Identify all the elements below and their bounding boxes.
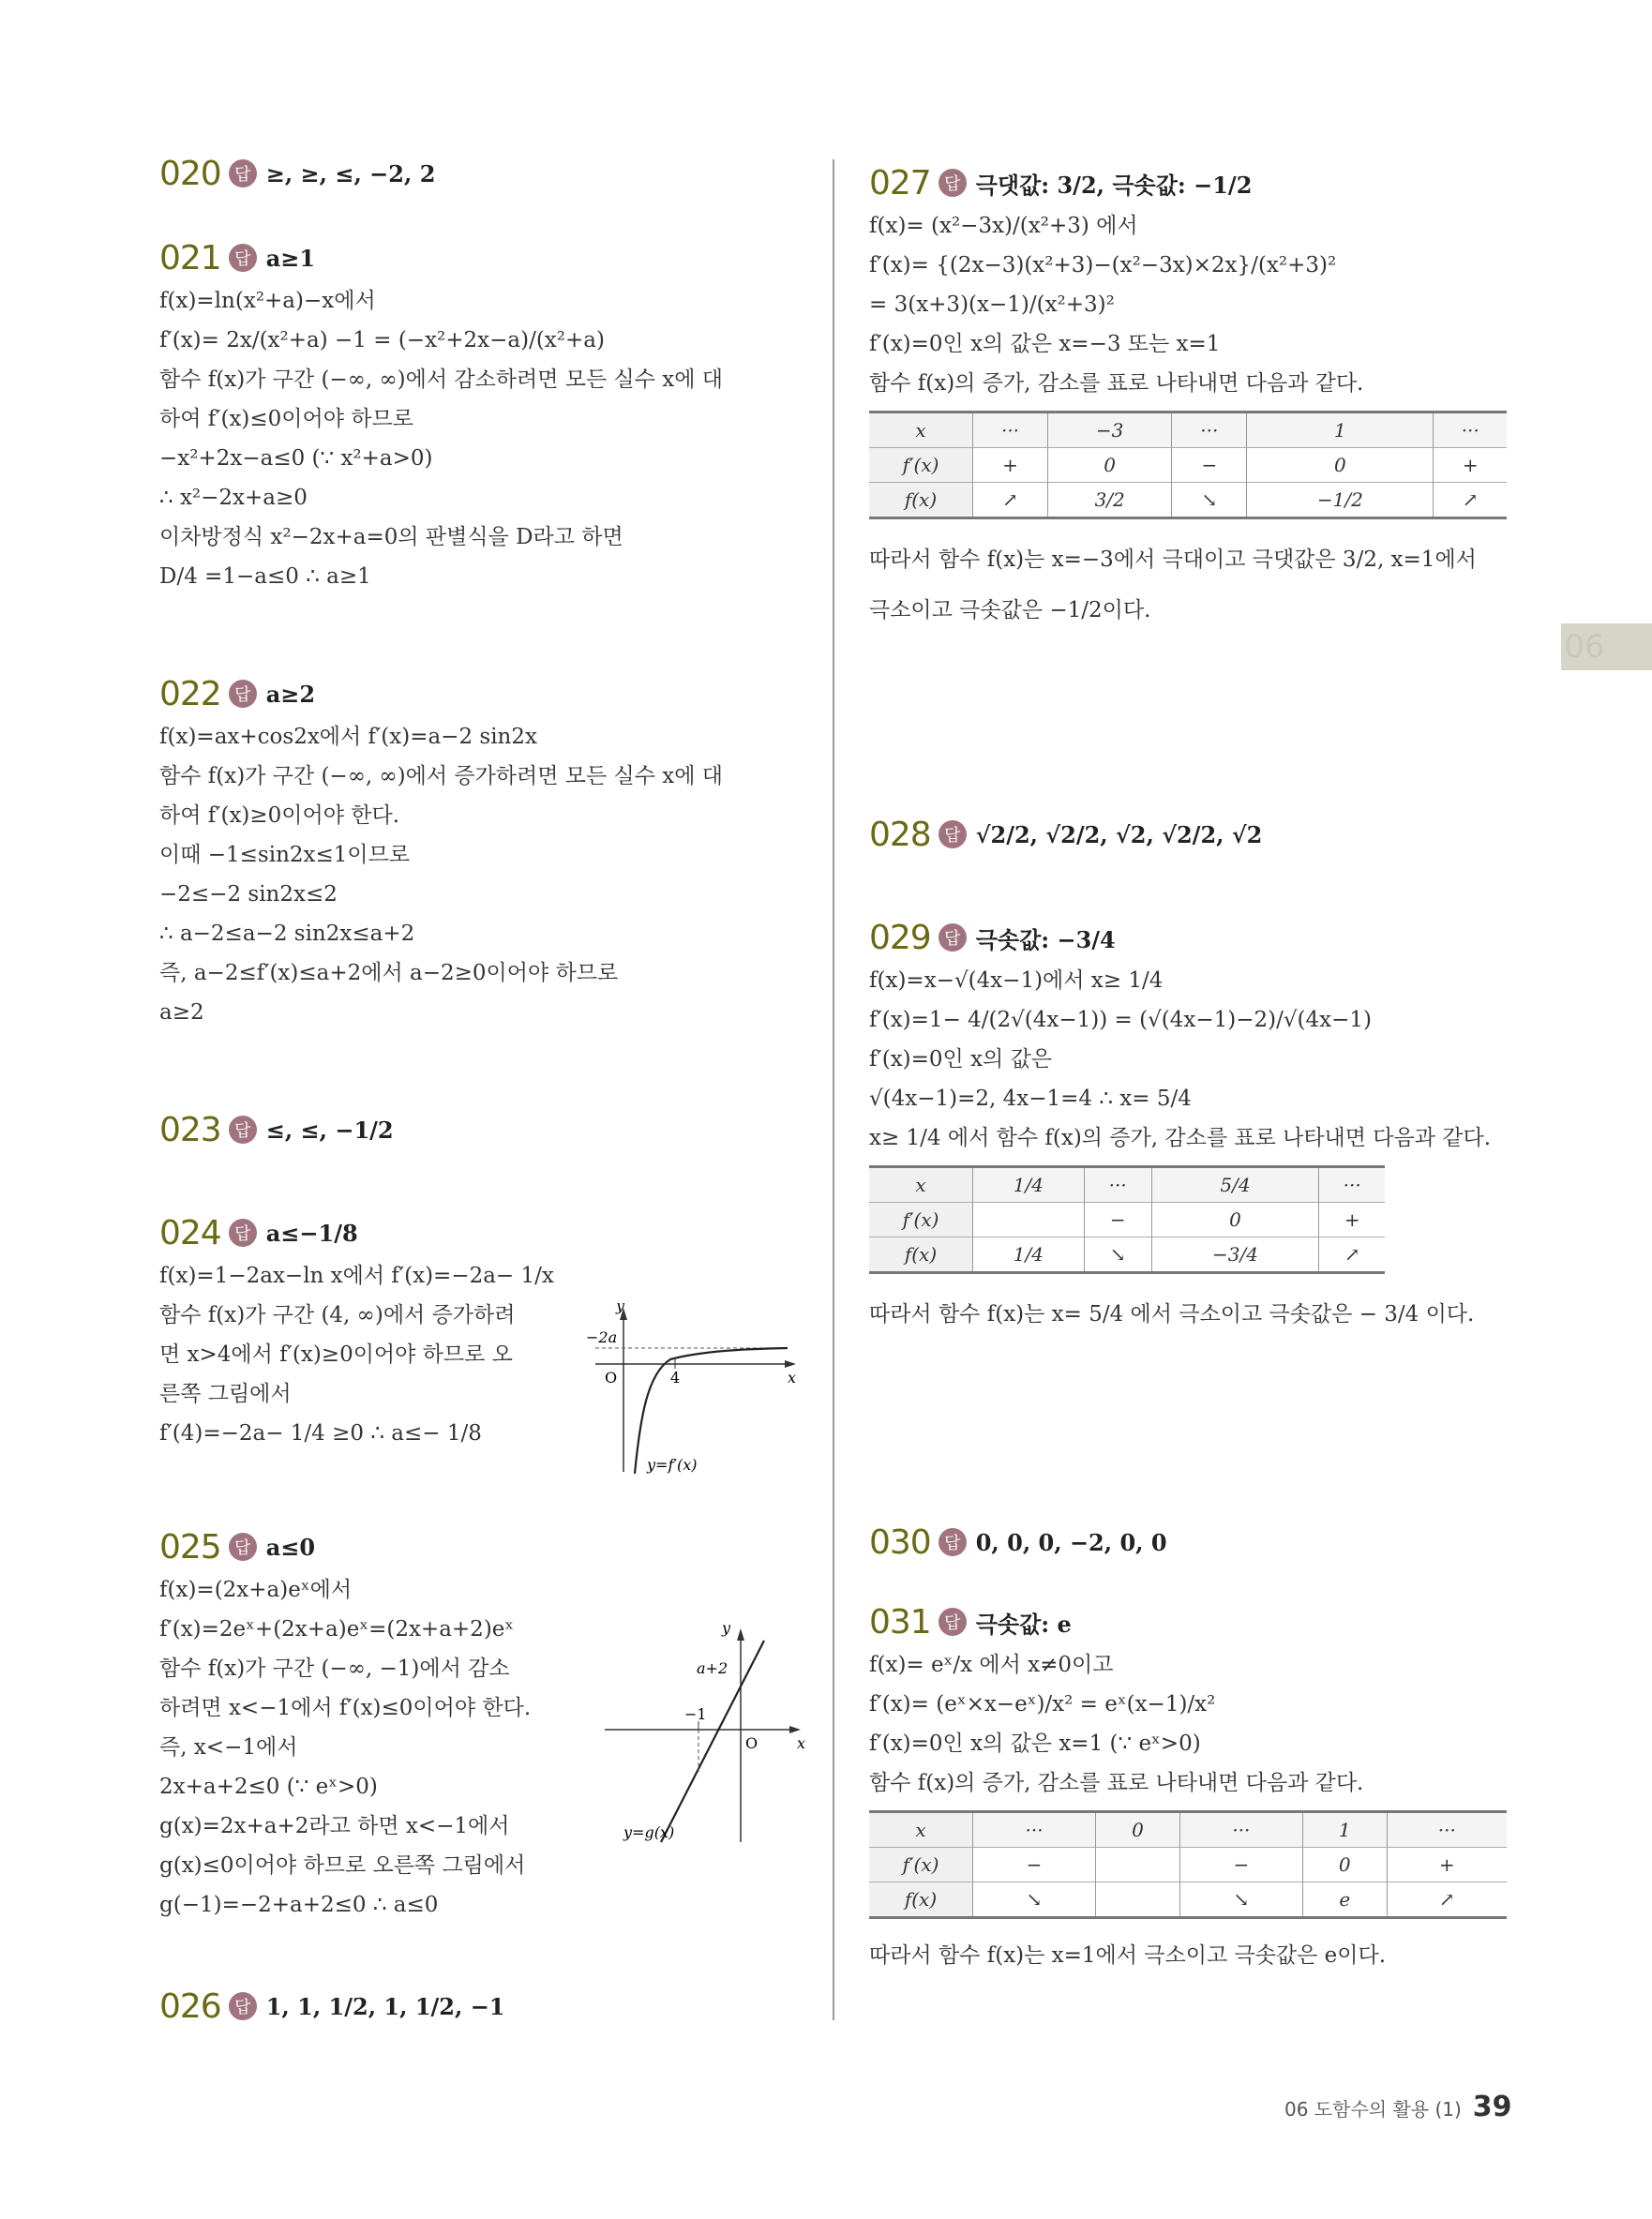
answer-text: ≥, ≥, ≤, −2, 2: [265, 159, 436, 187]
graph-tick-label: 4: [670, 1369, 681, 1387]
problem-022: [159, 670, 806, 1032]
answer-text: a≥1: [265, 244, 316, 272]
problem-number: 024: [159, 1213, 221, 1252]
table-cell: 0: [1048, 448, 1172, 483]
table-row: [869, 1848, 1507, 1882]
table-cell: +: [973, 448, 1048, 483]
table-cell: ···: [1084, 1167, 1151, 1203]
problem-number: 028: [869, 815, 931, 854]
solution-line: D/4 =1−a≤0 ∴ a≥1: [159, 564, 371, 589]
conclusion-line: 따라서 함수 f(x)는 x= 5/4 에서 극소이고 극솟값은 − 3/4 이다.: [869, 1302, 1475, 1327]
graph-y-label: y: [616, 1303, 625, 1314]
conclusion-line: 극소이고 극솟값은 −1/2이다.: [869, 598, 1151, 622]
problem-024: [159, 1209, 806, 1474]
solution-line: 즉, x<−1에서: [159, 1735, 298, 1760]
problem-026: [159, 1983, 806, 2030]
table-cell: 1/4: [973, 1167, 1085, 1203]
answer-badge: 답: [229, 1219, 257, 1247]
graph-curve-label: y=f′(x): [647, 1456, 698, 1474]
problem-number: 022: [159, 674, 221, 713]
answer-badge: 답: [939, 923, 967, 952]
table-cell: x: [869, 1812, 973, 1848]
table-cell: 0: [1096, 1812, 1180, 1848]
table-row: [869, 483, 1507, 518]
solution-line: 함수 f(x)의 증가, 감소를 표로 나타내면 다음과 같다.: [869, 371, 1364, 396]
answer-badge: 답: [229, 1992, 257, 2020]
graph-intercept-label: a+2: [697, 1659, 728, 1677]
table-cell: ···: [1179, 1812, 1302, 1848]
solution-line: 2x+a+2≤0 (∵ eˣ>0): [159, 1775, 378, 1799]
solution-line: g(−1)=−2+a+2≤0 ∴ a≤0: [159, 1893, 439, 1917]
table-cell: f(x): [869, 483, 973, 518]
solution-line: 함수 f(x)가 구간 (−∞, ∞)에서 증가하려면 모든 실수 x에 대: [159, 764, 723, 788]
conclusion-line: 따라서 함수 f(x)는 x=1에서 극소이고 극솟값은 e이다.: [869, 1943, 1387, 1968]
graph-x-label: x: [788, 1369, 797, 1387]
table-cell: 0: [1151, 1203, 1319, 1237]
table-cell: e: [1302, 1882, 1387, 1918]
answer-badge: 답: [229, 1533, 257, 1561]
table-cell: x: [869, 1167, 973, 1203]
table-row: [869, 412, 1507, 448]
table-cell: ···: [973, 412, 1048, 448]
table-cell: −: [973, 1848, 1096, 1882]
answer-text: ≤, ≤, −1/2: [265, 1116, 394, 1144]
graph-tick-label: −1: [684, 1705, 707, 1723]
variation-table: [869, 1165, 1385, 1274]
graph-asymptote-label: −2a: [586, 1328, 618, 1346]
table-cell: [1096, 1882, 1180, 1918]
solution-line: a≥2: [159, 1000, 204, 1025]
table-cell: ↗: [1319, 1237, 1385, 1273]
problem-021: [159, 234, 806, 596]
solution-line: f(x)=ln(x²+a)−x에서: [159, 289, 376, 313]
solution-line: ∴ a−2≤a−2 sin2x≤a+2: [159, 922, 415, 946]
solution-line: 즉, a−2≤f′(x)≤a+2에서 a−2≥0이어야 하므로: [159, 961, 619, 985]
problem-023: [159, 1106, 806, 1153]
problem-number: 026: [159, 1987, 221, 2026]
answer-badge: 답: [229, 244, 257, 272]
solution-line: 하여 f′(x)≤0이어야 하므로: [159, 407, 413, 431]
solution-line: √(4x−1)=2, 4x−1=4 ∴ x= 5/4: [869, 1087, 1192, 1111]
answer-badge: 답: [939, 1528, 967, 1556]
table-cell: ↘: [1172, 483, 1247, 518]
table-cell: f′(x): [869, 1203, 973, 1237]
table-cell: ···: [973, 1812, 1096, 1848]
table-cell: −1/2: [1247, 483, 1434, 518]
problem-027: [869, 159, 1507, 630]
conclusion-line: 따라서 함수 f(x)는 x=−3에서 극대이고 극댓값은 3/2, x=1에서: [869, 547, 1477, 572]
table-row: [869, 1882, 1507, 1918]
solution-line: f′(x)=0인 x의 값은 x=−3 또는 x=1: [869, 332, 1221, 356]
problem-number: 030: [869, 1522, 931, 1562]
solution-line: 함수 f(x)가 구간 (4, ∞)에서 증가하려: [159, 1303, 516, 1327]
table-cell: 1/4: [973, 1237, 1085, 1273]
solution-line: f′(x)=0인 x의 값은: [869, 1047, 1053, 1072]
table-cell: 1: [1302, 1812, 1387, 1848]
table-cell: f′(x): [869, 1848, 973, 1882]
table-cell: f(x): [869, 1237, 973, 1273]
solution-line: −2≤−2 sin2x≤2: [159, 882, 338, 907]
solution-line: f(x)= eˣ/x 에서 x≠0이고: [869, 1653, 1114, 1677]
solution-line: f(x)=(2x+a)eˣ에서: [159, 1578, 353, 1602]
answer-badge: 답: [229, 1116, 257, 1144]
solution-line: f′(x)= {(2x−3)(x²+3)−(x²−3x)×2x}/(x²+3)²: [869, 253, 1337, 277]
answer-text: 극댓값: 3/2, 극솟값: −1/2: [975, 171, 1253, 199]
table-cell: 0: [1247, 448, 1434, 483]
graph-x-label: x: [797, 1734, 806, 1752]
graph-origin-label: O: [745, 1734, 758, 1752]
column-divider: [833, 159, 834, 2020]
table-row: [869, 1812, 1507, 1848]
problem-028: [869, 811, 1507, 858]
problem-029: [869, 914, 1507, 1334]
problem-number: 031: [869, 1602, 931, 1642]
problem-030: [869, 1519, 1507, 1566]
answer-text: √2/2, √2/2, √2, √2/2, √2: [975, 820, 1263, 848]
solution-line: 함수 f(x)가 구간 (−∞, ∞)에서 감소하려면 모든 실수 x에 대: [159, 367, 723, 392]
table-cell: f′(x): [869, 448, 973, 483]
graph-origin-label: O: [605, 1369, 618, 1387]
page-footer: [1284, 2091, 1512, 2123]
problem-number: 023: [159, 1110, 221, 1149]
table-cell: ↗: [973, 483, 1048, 518]
solution-line: g(x)≤0이어야 하므로 오른쪽 그림에서: [159, 1853, 526, 1878]
table-cell: 5/4: [1151, 1167, 1319, 1203]
table-cell: ↘: [1084, 1237, 1151, 1273]
table-cell: +: [1387, 1848, 1507, 1882]
problem-number: 027: [869, 163, 931, 202]
answer-badge: 답: [229, 680, 257, 708]
chapter-side-number: 06: [1564, 628, 1605, 666]
variation-table: [869, 411, 1507, 519]
solution-line: f′(x)=1− 4/(2√(4x−1)) = (√(4x−1)−2)/√(4x−1): [869, 1008, 1372, 1032]
problem-number: 020: [159, 154, 221, 193]
table-cell: −3: [1048, 412, 1172, 448]
table-cell: ···: [1434, 412, 1507, 448]
problem-031: [869, 1598, 1507, 1975]
solution-line: f(x)=1−2ax−ln x에서 f′(x)=−2a− 1/x: [159, 1264, 554, 1288]
table-cell: x: [869, 412, 973, 448]
table-cell: 3/2: [1048, 483, 1172, 518]
problem-number: 029: [869, 918, 931, 957]
linear-graph-025: [605, 1622, 820, 1847]
page-number: 39: [1472, 2091, 1512, 2123]
answer-badge: 답: [229, 159, 257, 187]
table-row: [869, 448, 1507, 483]
answer-text: a≤0: [265, 1533, 316, 1561]
variation-table: [869, 1810, 1507, 1919]
table-cell: 1: [1247, 412, 1434, 448]
problem-number: 021: [159, 238, 221, 277]
table-cell: ↗: [1387, 1882, 1507, 1918]
solution-line: f′(x)=0인 x의 값은 x=1 (∵ eˣ>0): [869, 1732, 1201, 1756]
answer-text: 0, 0, 0, −2, 0, 0: [975, 1528, 1167, 1556]
solution-line: f(x)=x−√(4x−1)에서 x≥ 1/4: [869, 968, 1164, 993]
answer-badge: 답: [939, 820, 967, 848]
solution-line: = 3(x+3)(x−1)/(x²+3)²: [869, 292, 1115, 317]
problem-025: [159, 1523, 806, 1925]
answer-text: 1, 1, 1/2, 1, 1/2, −1: [265, 1992, 505, 2020]
solution-line: f′(x)=2eˣ+(2x+a)eˣ=(2x+a+2)eˣ: [159, 1617, 515, 1642]
solution-line: 이차방정식 x²−2x+a=0의 판별식을 D라고 하면: [159, 525, 623, 549]
table-cell: ···: [1387, 1812, 1507, 1848]
table-cell: ↘: [1179, 1882, 1302, 1918]
table-row: [869, 1203, 1385, 1237]
solution-line: 함수 f(x)가 구간 (−∞, −1)에서 감소: [159, 1657, 510, 1681]
solution-line: f′(x)= 2x/(x²+a) −1 = (−x²+2x−a)/(x²+a): [159, 328, 605, 352]
answer-badge: 답: [939, 169, 967, 197]
table-cell: ···: [1319, 1167, 1385, 1203]
table-cell: f(x): [869, 1882, 973, 1918]
table-cell: ···: [1172, 412, 1247, 448]
answer-text: a≤−1/8: [265, 1219, 358, 1247]
solution-line: 면 x>4에서 f′(x)≥0이어야 하므로 오: [159, 1342, 513, 1367]
answer-text: 극솟값: −3/4: [975, 925, 1116, 953]
table-cell: +: [1319, 1203, 1385, 1237]
solution-line: −x²+2x−a≤0 (∵ x²+a>0): [159, 446, 433, 471]
graph-y-label: y: [722, 1622, 731, 1637]
solution-line: x≥ 1/4 에서 함수 f(x)의 증가, 감소를 표로 나타내면 다음과 같다.: [869, 1126, 1491, 1150]
table-cell: ↗: [1434, 483, 1507, 518]
problem-number: 025: [159, 1527, 221, 1567]
solution-line: 른쪽 그림에서: [159, 1382, 292, 1406]
table-cell: −: [1084, 1203, 1151, 1237]
solution-line: f(x)=ax+cos2x에서 f′(x)=a−2 sin2x: [159, 725, 537, 749]
table-cell: +: [1434, 448, 1507, 483]
answer-text: a≥2: [265, 680, 316, 708]
derivative-graph-024: [586, 1303, 802, 1481]
chapter-title: 06 도함수의 활용 (1): [1284, 2098, 1462, 2121]
solution-line: 하려면 x<−1에서 f′(x)≤0이어야 한다.: [159, 1696, 532, 1720]
solution-line: 함수 f(x)의 증가, 감소를 표로 나타내면 다음과 같다.: [869, 1771, 1364, 1795]
table-cell: [1096, 1848, 1180, 1882]
table-row: [869, 1237, 1385, 1273]
solution-line: f′(x)= (eˣ×x−eˣ)/x² = eˣ(x−1)/x²: [869, 1692, 1216, 1717]
solution-line: 하여 f′(x)≥0이어야 한다.: [159, 803, 400, 828]
table-cell: −: [1179, 1848, 1302, 1882]
answer-text: 극솟값: e: [975, 1610, 1072, 1638]
table-row: [869, 1167, 1385, 1203]
solution-line: f(x)= (x²−3x)/(x²+3) 에서: [869, 214, 1138, 238]
table-cell: −3/4: [1151, 1237, 1319, 1273]
table-cell: −: [1172, 448, 1247, 483]
solution-line: g(x)=2x+a+2라고 하면 x<−1에서: [159, 1814, 510, 1838]
table-cell: 0: [1302, 1848, 1387, 1882]
problem-020: [159, 150, 806, 197]
table-cell: ↘: [973, 1882, 1096, 1918]
table-cell: [973, 1203, 1085, 1237]
solution-line: ∴ x²−2x+a≥0: [159, 486, 308, 510]
graph-curve-label: y=g(x): [623, 1823, 675, 1841]
solution-line: f′(4)=−2a− 1/4 ≥0 ∴ a≤− 1/8: [159, 1421, 482, 1446]
solution-line: 이때 −1≤sin2x≤1이므로: [159, 843, 411, 867]
answer-badge: 답: [939, 1608, 967, 1636]
